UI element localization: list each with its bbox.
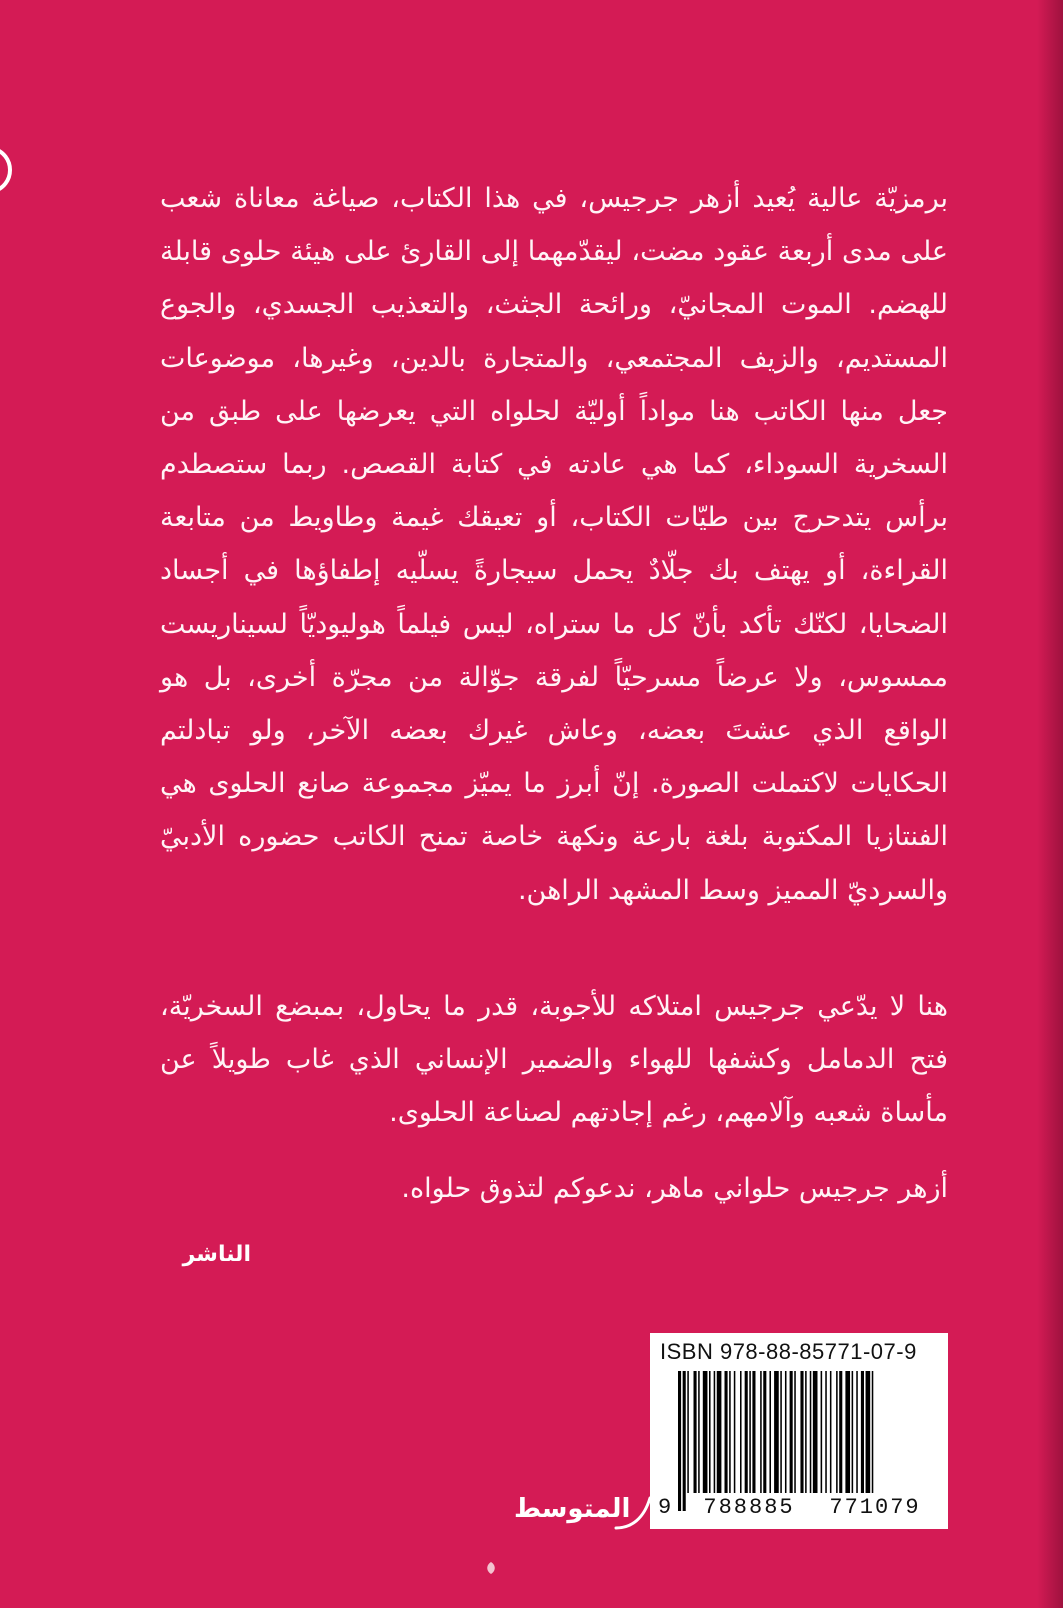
- barcode-bar: [856, 1371, 858, 1493]
- blurb-paragraph-3: أزهر جرجيس حلواني ماهر، ندعوكم لتذوق حلواه.: [401, 1173, 948, 1204]
- barcode-bar: [810, 1371, 812, 1493]
- barcode-bar: [821, 1371, 823, 1493]
- barcode-bar: [866, 1371, 871, 1493]
- barcode-bar: [805, 1371, 807, 1493]
- right-edge-shadow: [1037, 0, 1063, 1608]
- barcode-bar: [813, 1371, 818, 1493]
- barcode-bar: [839, 1371, 842, 1493]
- blurb-paragraph-1: برمزيّة عالية يُعيد أزهر جرجيس، في هذا الكتاب، صياغة معاناة شعب على مدى أربعة عقود مضت، ليقدّمهما إلى القارئ على هيئة حلوى قابلة للهضم. الموت المجانيّ، ورائحة الجثث، والتعذيب الجسدي، والجوع المستديم، والزيف المجتمعي، والمتجارة بالدين، وغيرها، موضوعات جعل منها الكاتب هنا مواداً أوليّة لحلواه التي يعرضها على طبق من السخرية السوداء، كما هي عادته في كتابة القصص. ربما ستصطدم برأس يتدحرج بين طيّات الكتاب، أو تعيقك غيمة وطاويط من متابعة القراءة، أو يهتف بك جلّادٌ يحمل سيجارةً يسلّيه إطفاؤها في أجساد الضحايا، لكنّك تأكد بأنّ كل ما ستراه، ليس فيلماً هوليوديّاً لسيناريست ممسوس، ولا عرضاً مسرحيّاً لفرقة جوّالة من مجرّة أخرى، بل هو الواقع الذي عشتَ بعضه، وعاش غيرك بعضه الآخر، ولو تبادلتم الحكايات لاكتملت الصورة. إنّ أبرز ما يميّز مجموعة صانع الحلوى هي الفنتازيا المكتوبة بلغة بارعة ونكهة خاصة تمنح الكاتب حضوره الأدبيّ والسرديّ المميز وسط المشهد الراهن.: [160, 183, 948, 906]
- barcode-bar: [709, 1371, 711, 1493]
- barcode-bar: [698, 1371, 700, 1493]
- barcode-bar: [825, 1371, 827, 1493]
- barcode-bar: [725, 1371, 728, 1493]
- barcode-bar: [861, 1371, 864, 1493]
- barcode-bar: [678, 1371, 681, 1511]
- barcode-bar: [872, 1371, 874, 1493]
- barcode-bar: [752, 1371, 755, 1493]
- barcode-right-digits: 771079: [829, 1495, 921, 1520]
- barcode-bar: [694, 1371, 697, 1493]
- blurb-paragraph-2: هنا لا يدّعي جرجيس امتلاكه للأجوبة، قدر ما يحاول، بمبضع السخريّة، فتح الدمامل وكشفها للهواء والضمير الإنساني الذي غاب طويلاً عن مأساة شعبه وآلامهم، رغم إجادتهم لصناعة الحلوى.: [160, 991, 948, 1129]
- barcode-bar: [729, 1371, 731, 1493]
- isbn-label: ISBN 978-88-85771-07-9: [660, 1339, 917, 1364]
- publisher-logo-swoosh: [512, 1488, 652, 1548]
- barcode-bar: [780, 1371, 782, 1493]
- barcode-bar: [790, 1371, 793, 1493]
- barcode-bar: [769, 1371, 771, 1493]
- blurb-text: [160, 172, 948, 1215]
- barcode-bar: [836, 1371, 838, 1493]
- small-mark-icon: [484, 1560, 498, 1576]
- barcode-bar: [785, 1371, 787, 1493]
- barcode-bar: [734, 1371, 736, 1493]
- barcode-bar: [749, 1371, 751, 1493]
- publisher-logo: المتوسط: [514, 1494, 631, 1524]
- barcode-bar: [703, 1371, 708, 1493]
- barcode-bar: [683, 1371, 686, 1511]
- spine-curve-decoration: [0, 140, 22, 200]
- barcode-bar: [774, 1371, 779, 1511]
- barcode-left-digits: 788885: [703, 1495, 795, 1520]
- barcode-bar: [830, 1371, 832, 1493]
- barcode-bar: [717, 1371, 722, 1493]
- barcode-bar: [760, 1371, 762, 1493]
- barcode-bar: [852, 1371, 854, 1493]
- barcode-bar: [800, 1371, 803, 1493]
- barcode-bar: [745, 1371, 748, 1493]
- barcode-bar: [714, 1371, 716, 1493]
- barcode-bar: [740, 1371, 742, 1493]
- isbn-barcode: [650, 1333, 948, 1529]
- barcode-bar: [687, 1371, 689, 1493]
- barcode-bar: [763, 1371, 766, 1493]
- barcode-bars: [678, 1371, 934, 1511]
- publisher-signature: الناشر: [182, 1242, 251, 1267]
- barcode-bar: [845, 1371, 850, 1493]
- barcode-bar: [794, 1371, 796, 1493]
- barcode-first-digit: 9: [658, 1495, 672, 1520]
